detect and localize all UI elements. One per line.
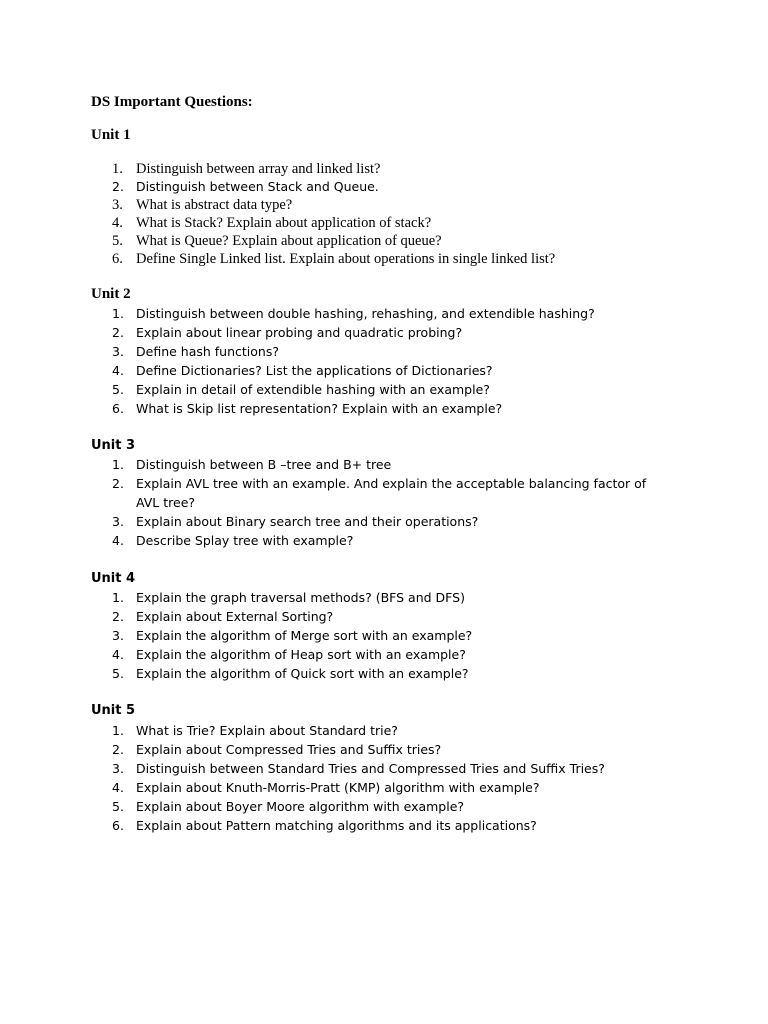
- unit-3-heading: Unit 3: [91, 438, 136, 453]
- question-number: 2.: [112, 742, 124, 757]
- question-number: 4.: [112, 780, 124, 795]
- question-text: Distinguish between Standard Tries and Compressed Tries and Suffix Tries?: [136, 761, 605, 776]
- question-number: 2.: [112, 179, 124, 194]
- question-text: Define Single Linked list. Explain about operations in single linked list?: [136, 251, 556, 267]
- list-item: [0, 816, 666, 835]
- question-text: Explain the graph traversal methods? (BFS and DFS): [136, 590, 465, 605]
- list-item: [0, 512, 666, 531]
- question-number: 5.: [112, 799, 124, 814]
- question-number: 6.: [112, 818, 124, 833]
- question-text: Define hash functions?: [136, 344, 279, 359]
- list-item: [0, 250, 666, 268]
- list-item: [0, 178, 666, 196]
- question-text: What is abstract data type?: [136, 197, 293, 213]
- list-item: [0, 664, 666, 683]
- question-number: 6.: [112, 251, 123, 267]
- question-number: 5.: [112, 382, 124, 397]
- list-item: [0, 380, 666, 399]
- question-number: 3.: [112, 628, 124, 643]
- question-text: Explain about External Sorting?: [136, 609, 334, 624]
- unit-4-heading: Unit 4: [91, 571, 136, 586]
- question-text: Distinguish between Stack and Queue.: [136, 179, 379, 194]
- question-text: What is Trie? Explain about Standard trie?: [136, 723, 398, 738]
- list-item: [0, 607, 666, 626]
- list-item: [0, 645, 666, 664]
- question-text: What is Queue? Explain about application of queue?: [136, 233, 442, 249]
- question-text: Explain about Boyer Moore algorithm with example?: [136, 799, 465, 814]
- question-text: Explain AVL tree with an example. And explain the acceptable balancing factor of AVL tree?: [136, 476, 647, 510]
- list-item: [0, 797, 666, 816]
- list-item: [0, 721, 666, 740]
- question-number: 3.: [112, 197, 123, 213]
- question-number: 4.: [112, 363, 124, 378]
- unit-3-question-list: [0, 455, 666, 550]
- question-number: 1.: [112, 590, 124, 605]
- list-item: [0, 740, 666, 759]
- list-item: [0, 588, 666, 607]
- unit-2-question-list: [0, 304, 666, 418]
- question-number: 6.: [112, 401, 124, 416]
- list-item: [0, 474, 666, 512]
- question-number: 3.: [112, 761, 124, 776]
- question-text: Explain the algorithm of Merge sort with an example?: [136, 628, 473, 643]
- list-item: [0, 214, 666, 232]
- question-number: 4.: [112, 215, 123, 231]
- question-text: Distinguish between array and linked list?: [136, 161, 381, 177]
- question-number: 2.: [112, 476, 124, 491]
- question-text: What is Stack? Explain about application of stack?: [136, 215, 432, 231]
- question-number: 2.: [112, 609, 124, 624]
- list-item: [0, 455, 666, 474]
- question-number: 5.: [112, 666, 124, 681]
- list-item: [0, 342, 666, 361]
- list-item: [0, 304, 666, 323]
- unit-1-question-list: [0, 160, 666, 268]
- unit-5-heading: Unit 5: [91, 703, 136, 718]
- question-text: Explain about Compressed Tries and Suffix tries?: [136, 742, 442, 757]
- question-text: Explain about linear probing and quadratic probing?: [136, 325, 463, 340]
- question-text: What is Skip list representation? Explain with an example?: [136, 401, 503, 416]
- question-number: 1.: [112, 306, 124, 321]
- list-item: [0, 160, 666, 178]
- question-number: 5.: [112, 233, 123, 249]
- question-number: 4.: [112, 647, 124, 662]
- question-number: 1.: [112, 161, 123, 177]
- question-text: Explain about Pattern matching algorithms and its applications?: [136, 818, 537, 833]
- question-text: Explain about Knuth-Morris-Pratt (KMP) algorithm with example?: [136, 780, 540, 795]
- unit-1-heading: Unit 1: [91, 127, 131, 143]
- question-number: 4.: [112, 533, 124, 548]
- list-item: [0, 399, 666, 418]
- list-item: [0, 361, 666, 380]
- question-number: 1.: [112, 457, 124, 472]
- question-text: Describe Splay tree with example?: [136, 533, 354, 548]
- question-number: 3.: [112, 514, 124, 529]
- unit-4-question-list: [0, 588, 666, 683]
- question-number: 3.: [112, 344, 124, 359]
- list-item: [0, 323, 666, 342]
- question-text: Explain the algorithm of Heap sort with an example?: [136, 647, 466, 662]
- question-text: Explain about Binary search tree and their operations?: [136, 514, 479, 529]
- list-item: [0, 759, 666, 778]
- question-text: Define Dictionaries? List the applications of Dictionaries?: [136, 363, 493, 378]
- question-text: Explain the algorithm of Quick sort with an example?: [136, 666, 469, 681]
- question-number: 1.: [112, 723, 124, 738]
- unit-5-question-list: [0, 721, 666, 835]
- list-item: [0, 232, 666, 250]
- question-text: Distinguish between B –tree and B+ tree: [136, 457, 392, 472]
- question-text: Explain in detail of extendible hashing with an example?: [136, 382, 490, 397]
- question-text: Distinguish between double hashing, rehashing, and extendible hashing?: [136, 306, 595, 321]
- list-item: [0, 531, 666, 550]
- document-title: DS Important Questions:: [91, 94, 253, 110]
- unit-2-heading: Unit 2: [91, 286, 131, 302]
- list-item: [0, 778, 666, 797]
- list-item: [0, 196, 666, 214]
- question-number: 2.: [112, 325, 124, 340]
- list-item: [0, 626, 666, 645]
